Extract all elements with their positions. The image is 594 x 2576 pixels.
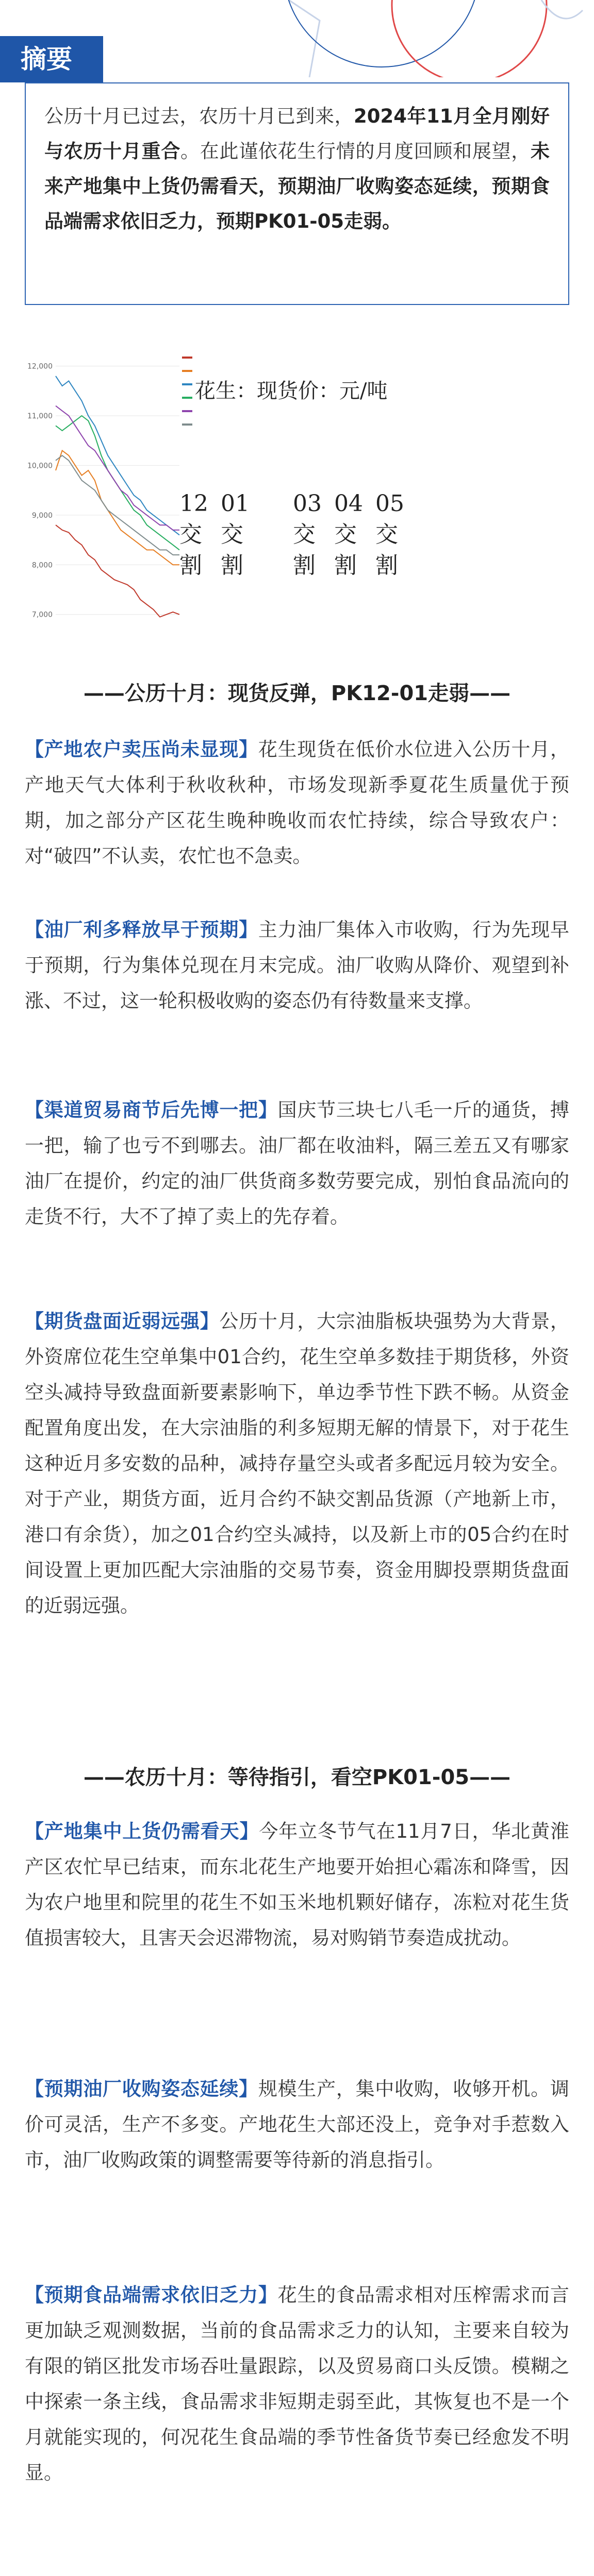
summary-text-1: 公历十月已过去，农历十月已到来， — [44, 105, 354, 127]
paragraph-6-text: 规模生产，集中收购，收够开机。调价可灵活，生产不多变。产地花生大部还没上，竞争对手惹数入市，油厂收购政策的调整需要等待新的消息指引。 — [25, 2078, 570, 2171]
summary-bold-1: 2024年11月全月刚好与农历十月重合 — [44, 105, 550, 162]
paragraph-5-keyword: 【产地集中上货仍需看天】 — [25, 1820, 259, 1842]
chart-legend-swatch — [182, 383, 192, 385]
paragraph-7 — [25, 2277, 569, 2490]
paragraph-1 — [25, 732, 569, 874]
paragraph-3-text: 国庆节三块七八毛一斤的通货，搏一把，输了也亏不到哪去。油厂都在收油料，隔三差五又有哪家油厂在提价，约定的油厂供货商多数劳要完成，别怕食品流向的走货不行，大不了掉了卖上的先存着。 — [25, 1099, 570, 1228]
paragraph-1-keyword: 【产地农户卖压尚未显现】 — [25, 738, 258, 760]
section-heading-2: ——农历十月：等待指引，看空PK01-05—— — [83, 1766, 511, 1789]
chart-delivery-label: 交 — [293, 521, 316, 548]
chart-delivery-label: 交 — [179, 521, 202, 548]
paragraph-3-keyword: 【渠道贸易商节后先博一把】 — [25, 1099, 278, 1121]
paragraph-2-keyword: 【油厂利多释放早于预期】 — [25, 919, 258, 941]
chart-title: 花生：现货价：元/吨 — [195, 379, 388, 403]
chart-delivery-label: 01 — [221, 490, 250, 517]
summary-bold-2: 未来产地集中上货仍需看天，预期油厂收购姿态延续，预期食品端需求依旧乏力，预期PK01-05走弱。 — [44, 140, 550, 232]
chart-delivery-label: 交 — [334, 521, 357, 548]
chart-delivery-label: 05 — [375, 490, 404, 517]
chart-delivery-label: 交 — [375, 521, 398, 548]
paragraph-1-text: 花生现货在低价水位进入公历十月，产地天气大体利于秋收秋种，市场发现新季夏花生质量优于预期，加之部分产区花生晚种晚收而农忙持续，综合导致农户：对“破四”不认卖，农忙也不急卖。 — [25, 738, 570, 867]
chart-y-tick-label: 8,000 — [31, 561, 53, 570]
paragraph-7-keyword: 【预期食品端需求依旧乏力】 — [25, 2284, 278, 2306]
price-chart — [25, 326, 569, 666]
chart-y-tick-label: 10,000 — [27, 462, 53, 470]
summary-tag: 摘要 — [0, 36, 103, 82]
paragraph-5 — [25, 1814, 569, 1956]
chart-delivery-label: 割 — [334, 552, 357, 579]
paragraph-4 — [25, 1303, 569, 1623]
paragraph-5-text: 今年立冬节气在11月7日，华北黄淮产区农忙早已结束，而东北花生产地要开始担心霜冻和降雪，因为农户地里和院里的花生不如玉米地机颗好储存，冻粒对花生货值损害较大，且害天会迟滞物流，易对购销节奏造成扰动。 — [25, 1820, 569, 1949]
chart-y-tick-label: 12,000 — [27, 362, 53, 371]
paragraph-2-text: 主力油厂集体入市收购，行为先现早于预期，行为集体兑现在月末完成。油厂收购从降价、观望到补涨、不过，这一轮积极收购的姿态仍有待数量来支撑。 — [25, 919, 570, 1012]
summary-text-2: 。在此谨依花生行情的月度回顾和展望， — [180, 140, 531, 162]
chart-delivery-label: 交 — [221, 521, 243, 548]
chart-legend-swatch — [182, 370, 192, 372]
chart-y-tick-label: 11,000 — [27, 412, 53, 420]
paragraph-4-keyword: 【期货盘面近弱远强】 — [25, 1310, 220, 1332]
chart-y-tick-label: 7,000 — [31, 611, 53, 619]
chart-delivery-label: 割 — [293, 552, 316, 579]
summary-box — [25, 82, 569, 305]
paragraph-3 — [25, 1092, 569, 1234]
chart-legend-swatch — [182, 357, 192, 359]
paragraph-4-text: 公历十月，大宗油脂板块强势为大背景，外资席位花生空单集中01合约，花生空单多数挂于期货移，外资空头减持导致盘面新要素影响下，单边季节性下跌不畅。从资金配置角度出发，在大宗油脂的利多短期无解的情景下，对于花生这种近月多安数的品种，减持存量空头或者多配远月较为安全。对于产业，期货方面，近月合约不缺交割品货源（产地新上市，港口有余货），加之01合约空头减持，以及新上市的05合约在时间设置上更加匹配大宗油脂的交易节奏，资金用脚投票期货盘面的近弱远强。 — [25, 1310, 570, 1617]
paragraph-6-keyword: 【预期油厂收购姿态延续】 — [25, 2078, 258, 2100]
chart-delivery-label: 04 — [334, 490, 363, 517]
chart-legend-swatch — [182, 410, 192, 412]
chart-delivery-label: 割 — [221, 552, 243, 579]
chart-legend-swatch — [182, 423, 192, 426]
chart-delivery-label: 12 — [179, 490, 208, 517]
section-heading-1: ——公历十月：现货反弹，PK12-01走弱—— — [83, 682, 511, 705]
price-chart-svg — [25, 326, 569, 666]
chart-y-tick-label: 9,000 — [31, 511, 53, 520]
chart-delivery-label: 割 — [179, 552, 202, 579]
chart-delivery-label: 割 — [375, 552, 398, 579]
paragraph-7-text: 花生的食品需求相对压榨需求而言更加缺乏观测数据，当前的食品需求乏力的认知，主要来自较为有限的销区批发市场吞吐量跟踪，以及贸易商口头反馈。模糊之中探索一条主线，食品需求非短期走弱至此，其恢复也不是一个月就能实现的，何况花生食品端的季节性备货节奏已经愈发不明显。 — [25, 2284, 570, 2484]
paragraph-6 — [25, 2071, 569, 2178]
chart-legend-swatch — [182, 397, 192, 399]
chart-delivery-label: 03 — [293, 490, 322, 517]
paragraph-2 — [25, 912, 569, 1019]
